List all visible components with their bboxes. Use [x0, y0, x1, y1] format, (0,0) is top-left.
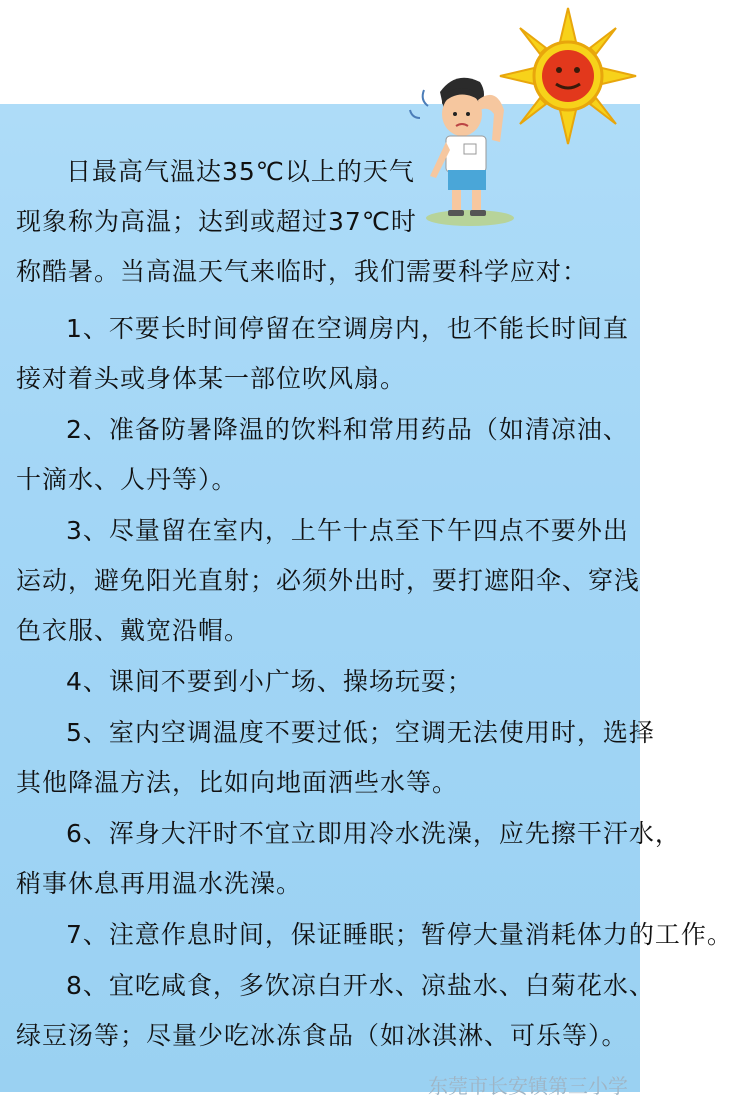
tip-4-line-1: 4、课间不要到小广场、操场玩耍； [66, 667, 473, 696]
tip-6-line-1: 6、浑身大汗时不宜立即用冷水洗澡，应先擦干汗水， [66, 819, 681, 848]
tip-8-line-2: 绿豆汤等；尽量少吃冰冻食品（如冰淇淋、可乐等）。 [16, 1021, 628, 1050]
tip-6-line-2: 稍事休息再用温水洗澡。 [16, 869, 303, 898]
tip-3-line-1: 3、尽量留在室内，上午十点至下午四点不要外出 [66, 516, 629, 545]
tip-5-line-1: 5、室内空调温度不要过低；空调无法使用时，选择 [66, 718, 655, 747]
tip-1-line-1: 1、不要长时间停留在空调房内，也不能长时间直 [66, 314, 629, 343]
tip-7-line-1: 7、注意作息时间，保证睡眠；暂停大量消耗体力的工作。 [66, 920, 733, 949]
tip-3-line-3: 色衣服、戴宽沿帽。 [16, 616, 251, 645]
tip-8-line-1: 8、宜吃咸食，多饮凉白开水、凉盐水、白菊花水、 [66, 971, 655, 1000]
boy-icon [400, 66, 540, 236]
tip-2-line-1: 2、准备防暑降温的饮料和常用药品（如清凉油、 [66, 415, 629, 444]
tip-1-line-2: 接对着头或身体某一部位吹风扇。 [16, 364, 407, 393]
tip-3-line-2: 运动，避免阳光直射；必须外出时，要打遮阳伞、穿浅 [16, 566, 641, 595]
intro-line-1: 日最高气温达35℃以上的天气 [66, 157, 415, 186]
watermark-text: 东莞市长安镇第三小学 [428, 1074, 628, 1098]
intro-line-3: 称酷暑。当高温天气来临时，我们需要科学应对： [16, 257, 589, 286]
tip-2-line-2: 十滴水、人丹等）。 [16, 465, 238, 494]
intro-line-2: 现象称为高温；达到或超过37℃时 [16, 207, 417, 236]
tip-5-line-2: 其他降温方法，比如向地面洒些水等。 [16, 768, 459, 797]
